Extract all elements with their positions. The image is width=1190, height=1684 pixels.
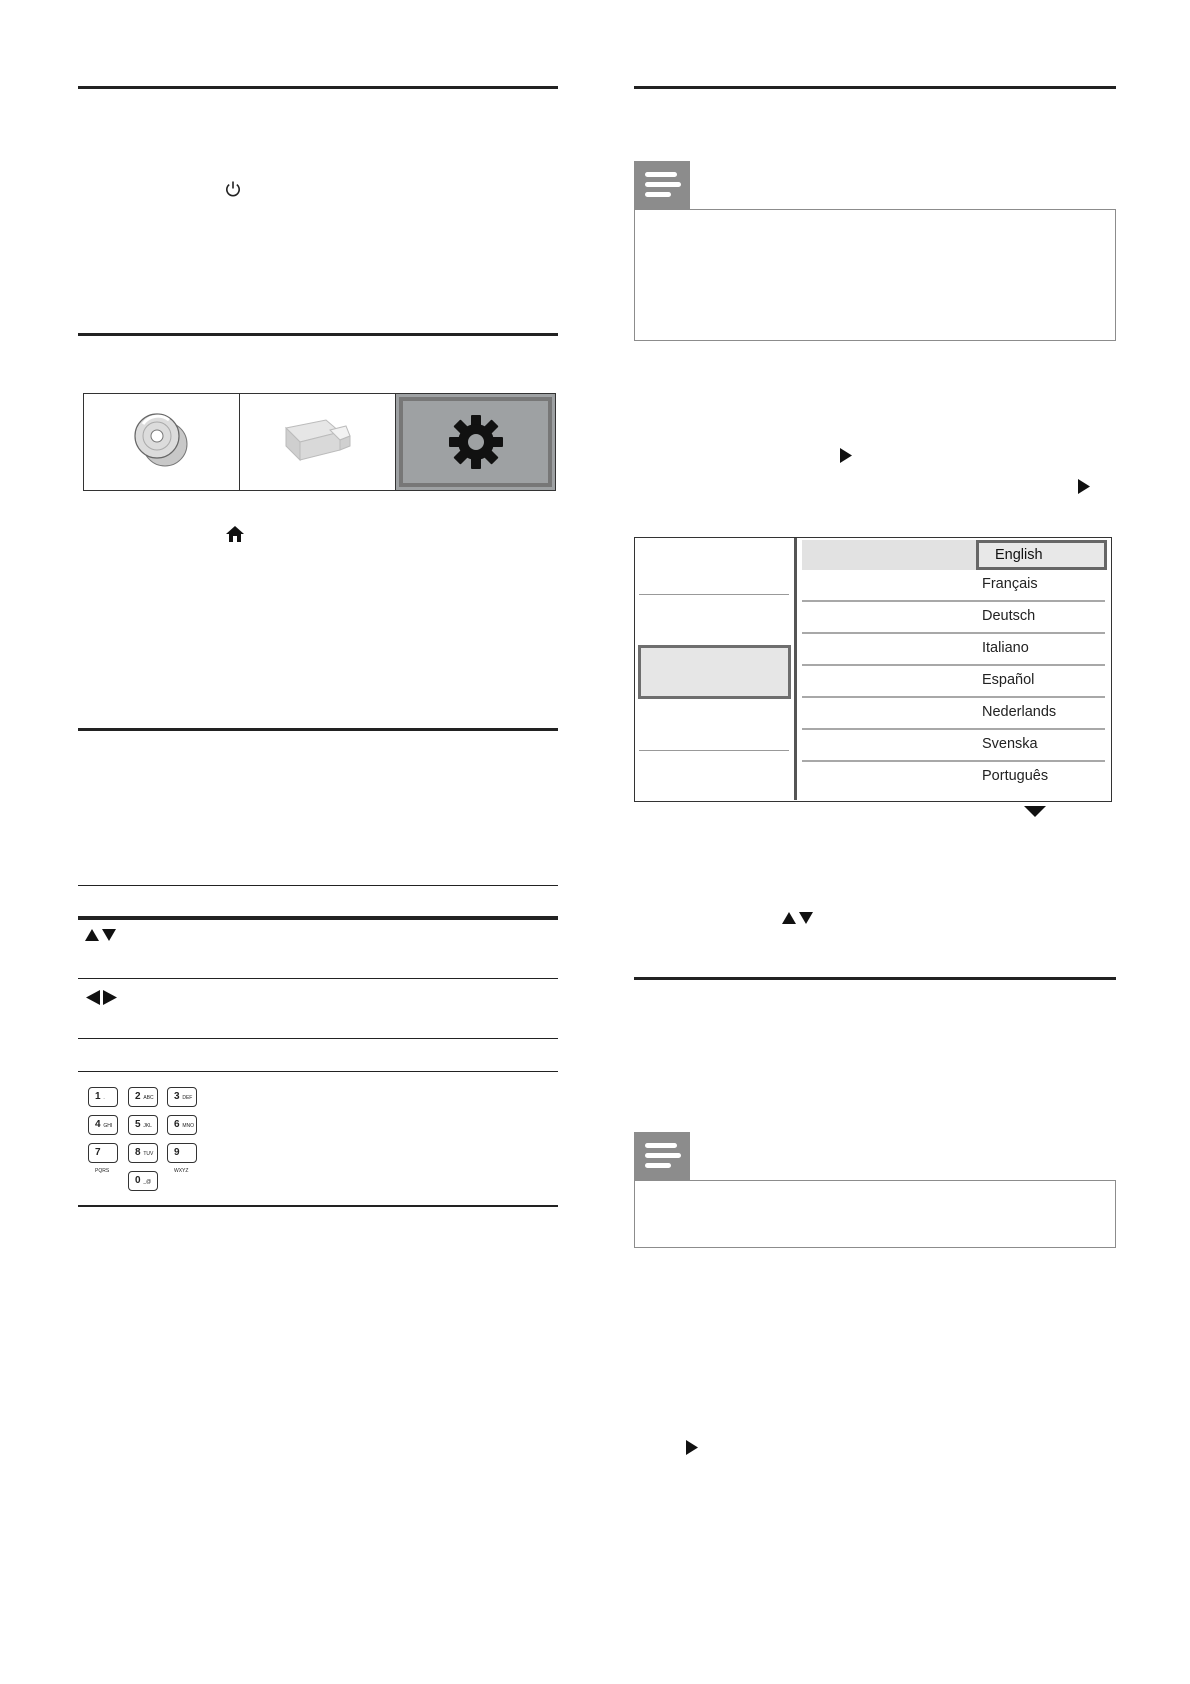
table-row	[78, 979, 558, 1038]
table-row-rule	[78, 1038, 558, 1039]
menu-option-label: Nederlands	[982, 704, 1057, 720]
menu-row-highlight	[802, 540, 977, 570]
menu-category-column	[635, 538, 797, 800]
key-9: 9 WXYZ	[167, 1143, 197, 1163]
home-menu	[83, 393, 556, 491]
section-rule	[634, 977, 1116, 980]
menu-option[interactable]	[802, 666, 1105, 698]
usb-icon	[282, 414, 352, 466]
menu-option[interactable]	[802, 634, 1105, 666]
menu-option-label: Español	[982, 672, 1035, 688]
section-rule	[634, 86, 1116, 89]
menu-option-label: Deutsch	[982, 608, 1036, 624]
numeric-keypad-icon	[78, 1072, 558, 1204]
play-arrow-icon	[686, 1440, 698, 1455]
menu-option-label: Português	[982, 768, 1049, 784]
table-bottom-rule	[78, 1205, 558, 1207]
up-down-arrows-icon	[85, 928, 117, 942]
key-4: 4 GHI	[88, 1115, 118, 1135]
play-arrow-icon	[1078, 479, 1090, 494]
note-icon	[634, 161, 690, 211]
home-tile-disc[interactable]	[84, 394, 240, 490]
note-box	[634, 209, 1116, 341]
home-tile-usb[interactable]	[240, 394, 396, 490]
table-top-rule	[78, 885, 558, 886]
gear-icon	[448, 414, 504, 470]
left-right-arrows-icon	[85, 989, 119, 1006]
menu-option[interactable]	[802, 762, 1105, 794]
play-arrow-icon	[840, 448, 852, 463]
table-row	[78, 920, 558, 978]
home-icon	[225, 525, 245, 543]
menu-divider	[639, 750, 789, 751]
menu-option-label: Italiano	[982, 640, 1029, 656]
language-menu	[634, 537, 1112, 802]
menu-option[interactable]	[802, 602, 1105, 634]
triangle-down-icon	[1024, 806, 1046, 817]
menu-option-selected[interactable]	[976, 540, 1107, 570]
menu-option[interactable]	[802, 570, 1105, 602]
menu-option[interactable]	[802, 730, 1105, 762]
menu-option-label: English	[995, 547, 1043, 563]
key-8: 8 TUV	[128, 1143, 158, 1163]
key-1: 1 .	[88, 1087, 118, 1107]
key-6: 6 MNO	[167, 1115, 197, 1135]
key-7: 7 PQRS	[88, 1143, 118, 1163]
section-rule	[78, 86, 558, 89]
home-tile-setup[interactable]	[396, 394, 555, 490]
section-rule	[78, 728, 558, 731]
key-5: 5 JKL	[128, 1115, 158, 1135]
menu-option-label: Français	[982, 576, 1038, 592]
key-3: 3 DEF	[167, 1087, 197, 1107]
menu-divider	[639, 594, 789, 595]
menu-category-selected[interactable]	[638, 645, 791, 699]
key-0: 0 _@	[128, 1171, 158, 1191]
section-rule	[78, 333, 558, 336]
menu-option-label: Svenska	[982, 736, 1038, 752]
note-icon	[634, 1132, 690, 1182]
key-2: 2 ABC	[128, 1087, 158, 1107]
disc-icon	[129, 406, 195, 472]
power-icon	[224, 180, 242, 198]
note-box	[634, 1180, 1116, 1248]
menu-option[interactable]	[802, 698, 1105, 730]
up-down-arrows-icon	[782, 911, 814, 925]
